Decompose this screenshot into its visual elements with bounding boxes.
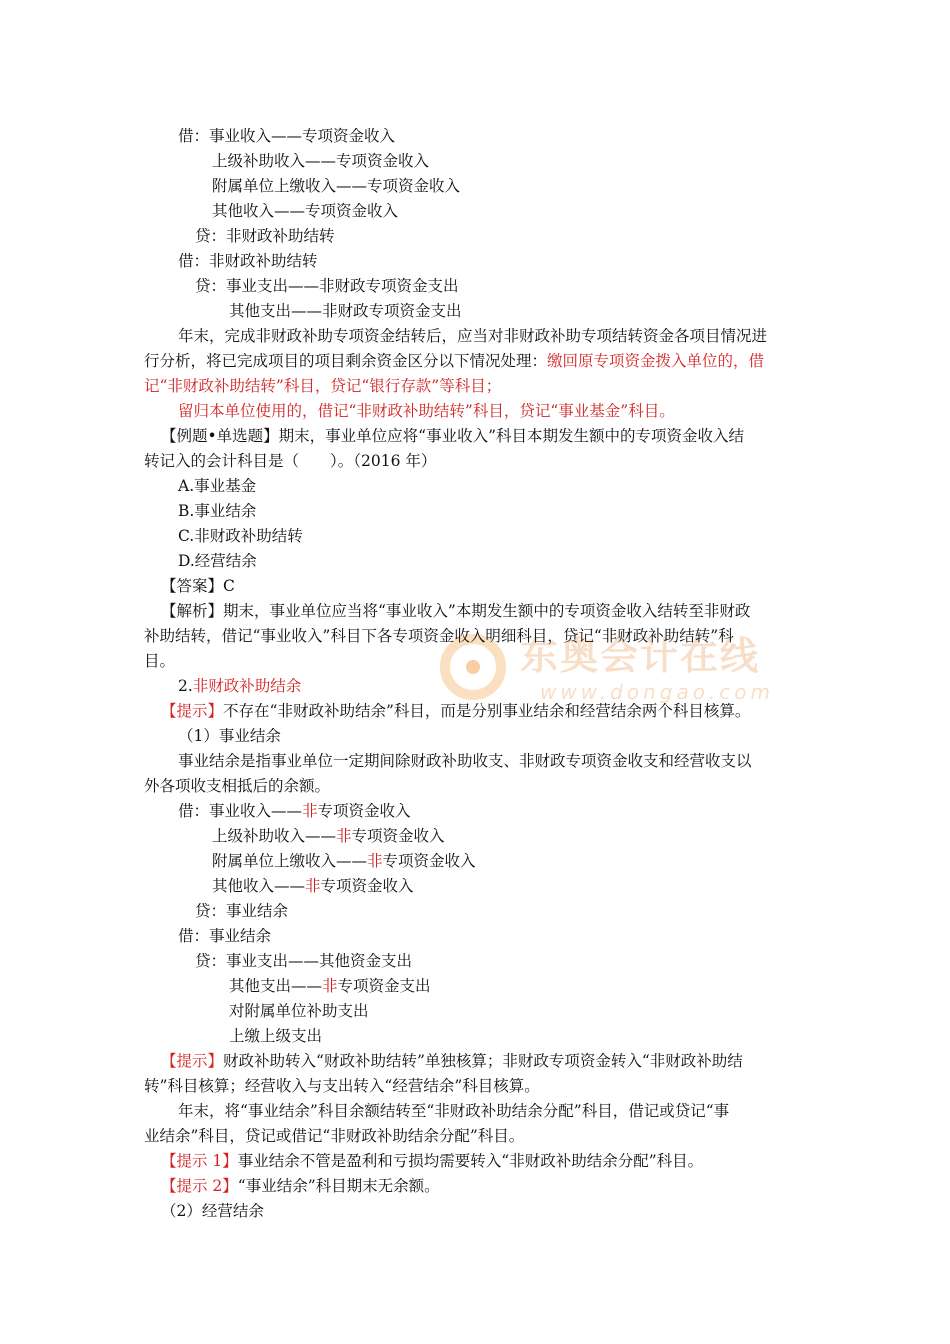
text-line — [195, 226, 335, 246]
highlight-text: 记“非财政补助结转”科目，贷记“银行存款”等科目； — [144, 377, 502, 395]
highlight-text: 【提示 1】 — [161, 1152, 238, 1170]
text-segment: 业结余”科目，贷记或借记“非财政补助结余分配”科目。 — [144, 1127, 525, 1145]
text-line — [178, 751, 752, 771]
text-line — [144, 626, 734, 646]
text-segment: 专项资金收入 — [382, 852, 476, 870]
highlight-text: 非 — [305, 877, 321, 895]
text-segment: 专项资金收入 — [351, 827, 445, 845]
text-line — [229, 1001, 369, 1021]
text-segment: 其他支出—— — [229, 977, 323, 995]
text-line — [195, 276, 459, 296]
text-segment: 附属单位上缴收入——专项资金收入 — [212, 177, 461, 195]
text-line — [178, 676, 301, 696]
text-line — [178, 926, 271, 946]
text-line — [212, 176, 460, 196]
text-segment: 财政补助转入“财政补助结转”单独核算；非财政专项资金转入“非财政补助结 — [223, 1052, 743, 1070]
text-line — [178, 401, 675, 421]
text-line — [195, 951, 412, 971]
text-line — [229, 301, 462, 321]
text-segment: 附属单位上缴收入—— — [212, 852, 368, 870]
text-line — [161, 1151, 703, 1171]
text-segment: （1）事业结余 — [178, 727, 281, 745]
text-line — [144, 1076, 540, 1096]
text-segment: 【例题•单选题】期末，事业单位应将“事业收入”科目本期发生额中的专项资金收入结 — [161, 427, 744, 445]
text-segment: 年末，完成非财政补助专项资金结转后，应当对非财政补助专项结转资金各项目情况进 — [178, 327, 768, 345]
text-segment: 借：非财政补助结转 — [178, 252, 318, 270]
text-segment: 其他收入——专项资金收入 — [212, 202, 399, 220]
text-line — [161, 576, 235, 596]
text-segment: 【答案】C — [161, 577, 235, 595]
text-segment: 其他收入—— — [212, 877, 306, 895]
text-line — [144, 451, 436, 471]
text-line — [144, 651, 175, 671]
text-segment: 贷：事业支出——其他资金支出 — [195, 952, 413, 970]
text-segment: 借：事业收入——专项资金收入 — [178, 127, 396, 145]
text-line — [178, 551, 257, 571]
text-line — [178, 526, 303, 546]
text-line — [144, 351, 764, 371]
highlight-text: 留归本单位使用的，借记“非财政补助结转”科目，贷记“事业基金”科目。 — [178, 402, 675, 420]
text-line — [178, 801, 411, 821]
text-segment: （2）经营结余 — [161, 1202, 264, 1220]
text-segment: 事业结余不管是盈利和亏损均需要转入“非财政补助结余分配”科目。 — [237, 1152, 704, 1170]
text-line — [178, 726, 281, 746]
text-segment: 事业结余是指事业单位一定期间除财政补助收支、非财政专项资金收支和经营收支以 — [178, 752, 752, 770]
text-line — [212, 826, 445, 846]
highlight-text: 缴回原专项资金拨入单位的，借 — [547, 352, 765, 370]
text-line — [178, 126, 395, 146]
watermark-text-en: www.dongao.com — [540, 680, 775, 704]
text-line — [178, 476, 256, 496]
text-segment: 借：事业收入—— — [178, 802, 303, 820]
text-line — [212, 876, 414, 896]
text-line — [178, 251, 318, 271]
text-line — [161, 1051, 743, 1071]
text-segment: C.非财政补助结转 — [178, 527, 303, 545]
text-line — [144, 376, 501, 396]
text-segment: 外各项收支相抵后的余额。 — [144, 777, 331, 795]
highlight-text: 非 — [322, 977, 338, 995]
text-segment: 目。 — [144, 652, 176, 670]
text-segment: 行分析，将已完成项目的项目剩余资金区分以下情况处理： — [144, 352, 548, 370]
text-line — [212, 851, 476, 871]
text-segment: 年末，将“事业结余”科目余额结转至“非财政补助结余分配”科目，借记或贷记“事 — [178, 1102, 730, 1120]
text-segment: “事业结余”科目期末无余额。 — [237, 1177, 440, 1195]
text-segment: 专项资金收入 — [320, 877, 414, 895]
highlight-text: 非 — [302, 802, 318, 820]
text-segment: 其他支出——非财政专项资金支出 — [229, 302, 462, 320]
text-line — [178, 326, 767, 346]
text-line — [161, 1201, 264, 1221]
text-line — [178, 1101, 729, 1121]
text-segment: 对附属单位补助支出 — [229, 1002, 369, 1020]
text-line — [161, 426, 744, 446]
highlight-text: 非 — [336, 827, 352, 845]
text-line — [178, 501, 256, 521]
text-segment: 转记入的会计科目是（ ）。（2016 年） — [144, 452, 437, 470]
text-line — [144, 1126, 524, 1146]
highlight-text: 【提示】 — [161, 702, 224, 720]
text-segment: D.经营结余 — [178, 552, 257, 570]
text-line — [161, 701, 750, 721]
text-line — [161, 1176, 440, 1196]
highlight-text: 非财政补助结余 — [192, 677, 302, 695]
text-line — [212, 151, 429, 171]
text-line — [144, 776, 330, 796]
text-segment: 专项资金收入 — [317, 802, 411, 820]
text-segment: 贷：事业支出——非财政专项资金支出 — [195, 277, 459, 295]
text-line — [161, 601, 750, 621]
text-segment: 上级补助收入—— — [212, 827, 337, 845]
text-segment: 贷：事业结余 — [195, 902, 289, 920]
text-segment: 专项资金支出 — [337, 977, 431, 995]
highlight-text: 【提示 2】 — [161, 1177, 238, 1195]
highlight-text: 【提示】 — [161, 1052, 224, 1070]
highlight-text: 非 — [367, 852, 383, 870]
text-segment: B.事业结余 — [178, 502, 257, 520]
text-segment: 上级补助收入——专项资金收入 — [212, 152, 430, 170]
text-line — [195, 901, 288, 921]
text-segment: 借：事业结余 — [178, 927, 272, 945]
text-segment: 【解析】期末，事业单位应当将“事业收入”本期发生额中的专项资金收入结转至非财政 — [161, 602, 751, 620]
text-segment: 补助结转，借记“事业收入”科目下各专项资金收入明细科目，贷记“非财政补助结转”科 — [144, 627, 734, 645]
text-segment: 2. — [178, 677, 193, 695]
text-line — [229, 1026, 322, 1046]
text-segment: 上缴上级支出 — [229, 1027, 323, 1045]
text-line — [229, 976, 431, 996]
text-line — [212, 201, 398, 221]
watermark-dot-icon — [466, 660, 480, 674]
text-segment: A.事业基金 — [178, 477, 257, 495]
text-segment: 转”科目核算；经营收入与支出转入“经营结余”科目核算。 — [144, 1077, 540, 1095]
watermark-text-cn: 东奥会计在线 — [520, 634, 761, 678]
text-segment: 贷：非财政补助结转 — [195, 227, 335, 245]
text-segment: 不存在“非财政补助结余”科目，而是分别事业结余和经营结余两个科目核算。 — [223, 702, 751, 720]
